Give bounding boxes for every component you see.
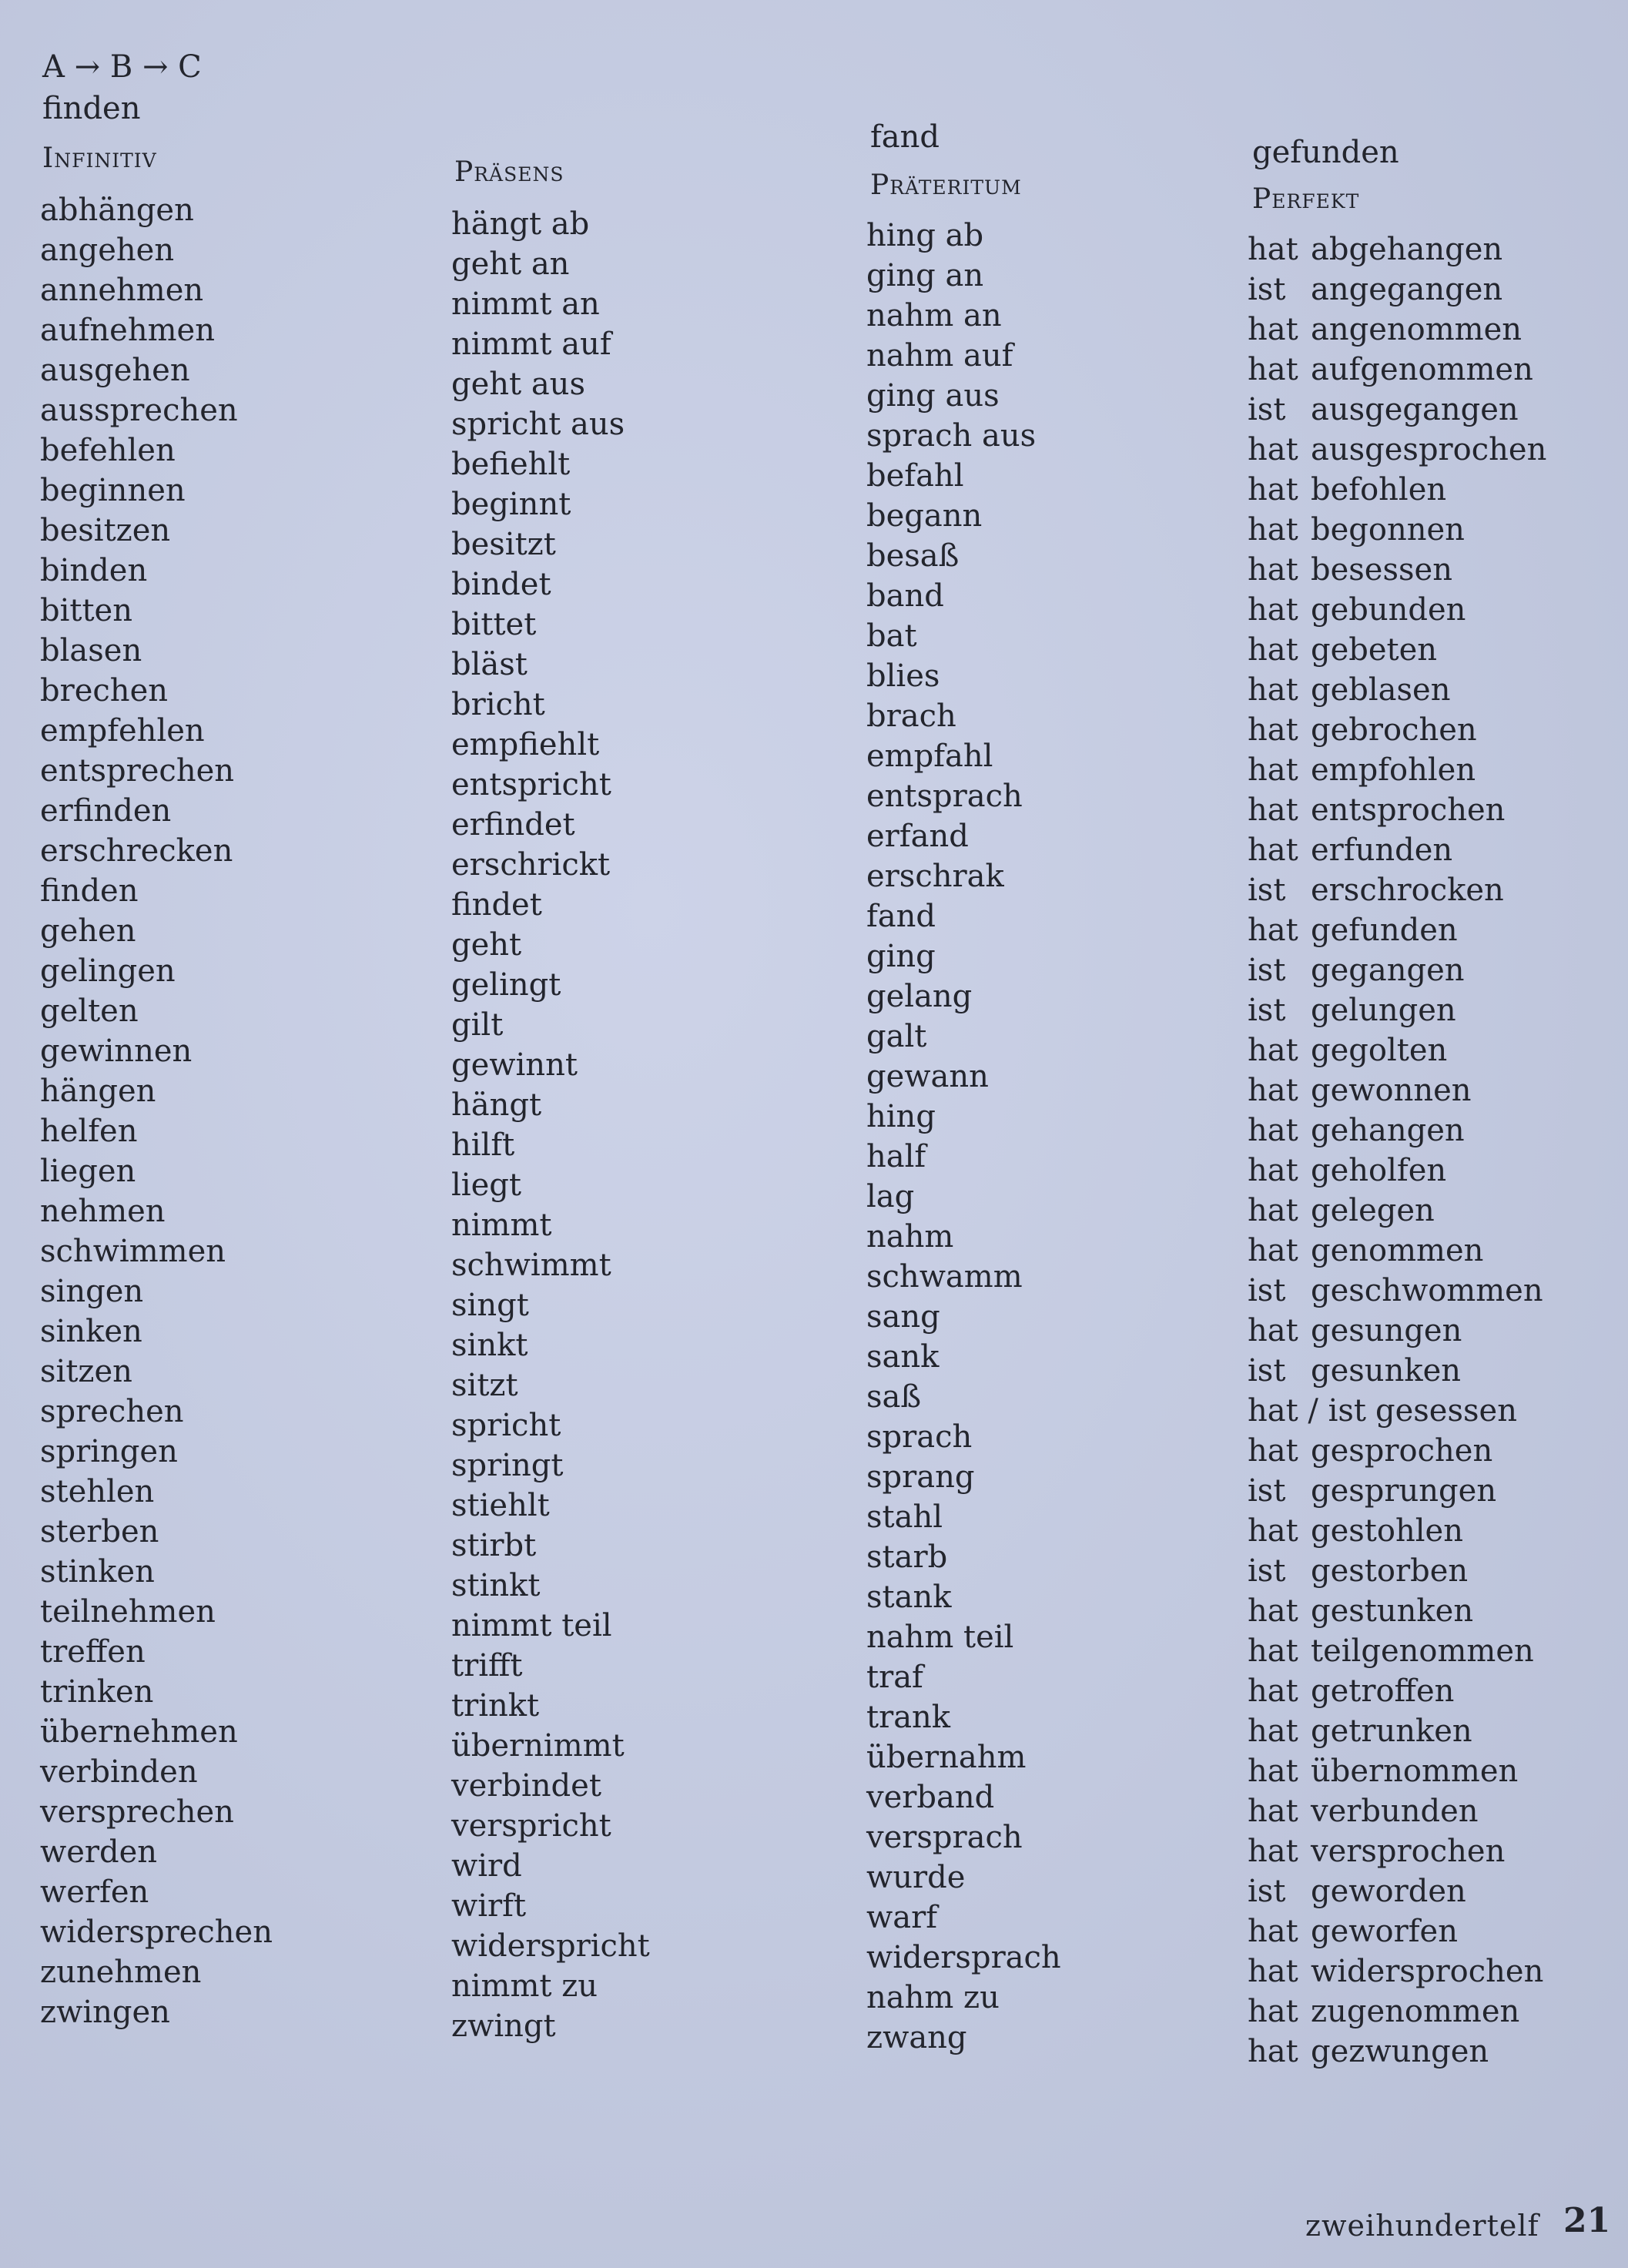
auxiliary-verb: hat: [1248, 1073, 1298, 1108]
verb-inf-cell: gewinnen: [40, 1033, 193, 1069]
verb-inf-cell: binden: [40, 553, 148, 588]
auxiliary-verb: ist: [1248, 1273, 1286, 1308]
past-participle: ausgesprochen: [1311, 432, 1547, 467]
verb-perfekt-cell: [1248, 1831, 1546, 1871]
verb-prat-cell: ging an: [866, 258, 984, 293]
auxiliary-verb: hat: [1248, 1233, 1298, 1268]
verb-inf-cell: widersprechen: [40, 1915, 273, 1950]
verb-perfekt-cell: [1248, 1511, 1546, 1551]
past-participle: ausgegangen: [1311, 392, 1519, 427]
past-participle: genommen: [1311, 1233, 1484, 1268]
verb-prat-cell: traf: [866, 1660, 923, 1695]
past-participle: gestohlen: [1311, 1513, 1463, 1549]
verb-perfekt-cell: [1248, 1951, 1546, 1992]
verb-prat-cell: sprach aus: [866, 418, 1037, 454]
auxiliary-verb: hat: [1248, 312, 1298, 347]
verb-perfekt-cell: [1248, 990, 1546, 1030]
verb-inf-cell: gehen: [40, 913, 136, 949]
verb-perfekt-cell: [1248, 830, 1546, 870]
verb-perfekt-cell: [1248, 430, 1546, 470]
verb-inf-cell: ausgehen: [40, 353, 190, 388]
auxiliary-verb: hat: [1248, 712, 1298, 748]
past-participle: aufgenommen: [1311, 352, 1533, 387]
verb-inf-cell: aussprechen: [40, 393, 238, 428]
verb-inf-cell: besitzen: [40, 513, 171, 548]
verb-prat-cell: zwang: [866, 2020, 967, 2055]
verb-inf-cell: zunehmen: [40, 1955, 202, 1990]
ablaut-pattern: A → B → C: [42, 49, 202, 85]
verb-prat-cell: stank: [866, 1580, 952, 1615]
verb-pras-cell: bindet: [451, 567, 551, 602]
verb-perfekt-cell: [1248, 1311, 1546, 1351]
verb-pras-cell: widerspricht: [451, 1928, 650, 1964]
verb-pras-cell: bricht: [451, 687, 545, 722]
verb-prat-cell: entsprach: [866, 779, 1023, 814]
verb-perfekt-cell: [1248, 1111, 1546, 1151]
verb-perfekt-cell: [1248, 1711, 1546, 1751]
verb-inf-cell: entsprechen: [40, 753, 235, 789]
verb-pras-cell: hilft: [451, 1127, 515, 1163]
header-perfekt: Perfekt: [1252, 183, 1360, 215]
verb-inf-cell: sitzen: [40, 1354, 132, 1389]
verb-inf-cell: schwimmen: [40, 1234, 226, 1269]
auxiliary-verb: ist: [1248, 1553, 1286, 1589]
verb-prat-cell: begann: [866, 498, 983, 534]
verb-pras-cell: gelingt: [451, 967, 561, 1003]
verb-prat-cell: fand: [866, 899, 936, 934]
auxiliary-verb: hat: [1248, 1633, 1298, 1669]
auxiliary-verb: ist: [1248, 873, 1286, 908]
past-participle: erfunden: [1311, 832, 1453, 868]
prateritum-column: [866, 216, 1061, 2058]
verb-prat-cell: gewann: [866, 1059, 989, 1094]
past-participle: entsprochen: [1311, 792, 1506, 828]
verb-inf-cell: zwingen: [40, 1995, 170, 2030]
verb-pras-cell: sitzt: [451, 1368, 518, 1403]
past-participle: gebrochen: [1311, 712, 1477, 748]
verb-inf-cell: annehmen: [40, 273, 204, 308]
verb-inf-cell: werden: [40, 1834, 158, 1870]
verb-pras-cell: nimmt auf: [451, 327, 611, 362]
verb-pras-cell: nimmt an: [451, 286, 600, 322]
past-participle: befohlen: [1311, 472, 1447, 508]
past-participle: zugenommen: [1311, 1994, 1520, 2029]
auxiliary-verb: hat: [1248, 1754, 1298, 1789]
past-participle: gebeten: [1311, 632, 1438, 668]
verb-perfekt-cell: [1248, 910, 1546, 950]
verb-inf-cell: befehlen: [40, 433, 176, 468]
auxiliary-verb: hat: [1248, 232, 1298, 267]
verb-pras-cell: wird: [451, 1848, 522, 1884]
past-participle: geblasen: [1311, 672, 1451, 708]
verb-perfekt-cell: [1248, 2032, 1546, 2072]
past-participle: gelegen: [1311, 1193, 1435, 1228]
verb-prat-cell: sprach: [866, 1419, 973, 1455]
verb-prat-cell: warf: [866, 1900, 938, 1935]
verb-prat-cell: starb: [866, 1539, 948, 1575]
auxiliary-verb: hat: [1248, 672, 1298, 708]
verb-pras-cell: stiehlt: [451, 1488, 550, 1523]
past-participle: gefunden: [1311, 913, 1458, 948]
verb-pras-cell: singt: [451, 1288, 529, 1323]
verb-prat-cell: besaß: [866, 538, 960, 574]
verb-prat-cell: bat: [866, 618, 917, 654]
past-participle: empfohlen: [1311, 752, 1476, 788]
auxiliary-verb: hat: [1248, 1433, 1298, 1469]
past-participle: gegangen: [1311, 953, 1465, 988]
verb-inf-cell: sinken: [40, 1314, 142, 1349]
verb-pras-cell: besitzt: [451, 527, 556, 562]
header-prateritum: Präteritum: [870, 169, 1022, 201]
verb-pras-cell: stinkt: [451, 1568, 541, 1603]
verb-perfekt-cell: [1248, 790, 1546, 830]
verb-perfekt-cell: [1248, 1671, 1546, 1711]
verb-pras-cell: erfindet: [451, 807, 575, 843]
header-prasens: Präsens: [454, 156, 564, 188]
auxiliary-verb: hat: [1248, 1313, 1298, 1348]
auxiliary-verb: ist: [1248, 1874, 1286, 1909]
example-prateritum: fand: [870, 119, 940, 155]
verb-perfekt-cell: [1248, 310, 1546, 350]
verb-pras-cell: nimmt teil: [451, 1608, 612, 1643]
past-participle: getrunken: [1311, 1714, 1472, 1749]
auxiliary-verb: ist: [1248, 392, 1286, 427]
verb-pras-cell: übernimmt: [451, 1728, 625, 1764]
past-participle: widersprochen: [1311, 1954, 1544, 1989]
auxiliary-verb: ist: [1248, 1473, 1286, 1509]
verb-inf-cell: singen: [40, 1274, 144, 1309]
auxiliary-verb: hat: [1248, 1834, 1298, 1869]
verb-pras-cell: verspricht: [451, 1808, 611, 1844]
verb-perfekt-cell: [1248, 1751, 1546, 1791]
verb-inf-cell: versprechen: [40, 1794, 234, 1830]
past-participle: gewonnen: [1311, 1073, 1472, 1108]
verb-inf-cell: übernehmen: [40, 1714, 238, 1750]
verb-inf-cell: hängen: [40, 1074, 156, 1109]
verb-inf-cell: erfinden: [40, 793, 172, 829]
verb-pras-cell: empfiehlt: [451, 727, 600, 762]
verb-inf-cell: empfehlen: [40, 713, 205, 749]
perfekt-column: [1248, 229, 1546, 2072]
past-participle: gelungen: [1311, 993, 1456, 1028]
verb-perfekt-cell: [1248, 1591, 1546, 1631]
verb-perfekt-cell: [1248, 1271, 1546, 1311]
past-participle: geschwommen: [1311, 1273, 1543, 1308]
verb-inf-cell: blasen: [40, 633, 142, 668]
verb-prat-cell: half: [866, 1139, 926, 1174]
verb-prat-cell: sprang: [866, 1459, 975, 1495]
verb-pras-cell: erschrickt: [451, 847, 611, 883]
verb-pras-cell: entspricht: [451, 767, 611, 802]
verb-prat-cell: saß: [866, 1379, 922, 1415]
verb-prat-cell: nahm: [866, 1219, 954, 1255]
verb-prat-cell: empfahl: [866, 739, 993, 774]
verb-prat-cell: band: [866, 578, 944, 614]
verb-perfekt-cell: [1248, 1631, 1546, 1671]
auxiliary-verb: hat: [1248, 1673, 1298, 1709]
verb-perfekt-cell: [1248, 550, 1546, 590]
verb-inf-cell: erschrecken: [40, 833, 233, 869]
auxiliary-verb: hat: [1248, 1113, 1298, 1148]
verb-pras-cell: findet: [451, 887, 542, 923]
verb-prat-cell: nahm auf: [866, 338, 1013, 374]
verb-perfekt-cell: [1248, 1391, 1546, 1431]
auxiliary-verb: ist: [1248, 1353, 1286, 1389]
infinitiv-column: [40, 190, 273, 2032]
auxiliary-verb: hat: [1248, 1994, 1298, 2029]
verb-perfekt-cell: [1248, 270, 1546, 310]
verb-perfekt-cell: [1248, 1871, 1546, 1911]
auxiliary-verb: hat: [1248, 1193, 1298, 1228]
auxiliary-verb: hat: [1248, 752, 1298, 788]
auxiliary-verb: hat: [1248, 1153, 1298, 1188]
verb-pras-cell: gewinnt: [451, 1047, 578, 1083]
verb-prat-cell: brach: [866, 698, 956, 734]
past-participle: geworden: [1311, 1874, 1466, 1909]
past-participle: abgehangen: [1311, 232, 1503, 267]
verb-inf-cell: teilnehmen: [40, 1594, 216, 1630]
verb-perfekt-cell: [1248, 710, 1546, 750]
verb-pras-cell: beginnt: [451, 487, 571, 522]
auxiliary-verb: hat: [1248, 1513, 1298, 1549]
verb-perfekt-cell: [1248, 1151, 1546, 1191]
verb-prat-cell: erschrak: [866, 859, 1004, 894]
past-participle: begonnen: [1311, 512, 1465, 548]
verb-inf-cell: werfen: [40, 1874, 149, 1910]
verb-perfekt-cell: [1248, 1911, 1546, 1951]
auxiliary-verb: hat: [1248, 1714, 1298, 1749]
auxiliary-verb: ist: [1248, 272, 1286, 307]
verb-perfekt-cell: [1248, 1191, 1546, 1231]
verb-perfekt-cell: [1248, 1030, 1546, 1070]
verb-inf-cell: nehmen: [40, 1194, 166, 1229]
verb-prat-cell: verband: [866, 1780, 995, 1815]
past-participle: gebunden: [1311, 592, 1466, 628]
verb-prat-cell: sank: [866, 1339, 940, 1375]
verb-perfekt-cell: [1248, 1070, 1546, 1111]
auxiliary-verb: hat: [1248, 1954, 1298, 1989]
verb-prat-cell: nahm zu: [866, 1980, 1000, 2015]
auxiliary-verb: hat: [1248, 832, 1298, 868]
past-participle: geholfen: [1311, 1153, 1447, 1188]
past-participle: gestunken: [1311, 1593, 1474, 1629]
verb-perfekt-cell: [1248, 670, 1546, 710]
verb-pras-cell: bläst: [451, 647, 528, 682]
verb-prat-cell: stahl: [866, 1499, 943, 1535]
verb-perfekt-cell: [1248, 1471, 1546, 1511]
verb-prat-cell: versprach: [866, 1820, 1023, 1855]
verb-pras-cell: nimmt zu: [451, 1968, 598, 2004]
verb-prat-cell: nahm an: [866, 298, 1002, 333]
verb-inf-cell: helfen: [40, 1114, 138, 1149]
auxiliary-verb: hat: [1248, 792, 1298, 828]
verb-inf-cell: aufnehmen: [40, 313, 215, 348]
verb-pras-cell: stirbt: [451, 1528, 537, 1563]
verb-pras-cell: gilt: [451, 1007, 504, 1043]
verb-prat-cell: schwamm: [866, 1259, 1023, 1295]
verb-perfekt-cell: [1248, 1551, 1546, 1591]
verb-prat-cell: gelang: [866, 979, 973, 1014]
past-participle: gesungen: [1311, 1313, 1462, 1348]
verb-perfekt-cell: [1248, 1791, 1546, 1831]
past-participle: gegolten: [1311, 1033, 1448, 1068]
verb-prat-cell: erfand: [866, 819, 969, 854]
past-participle: gesessen: [1375, 1393, 1517, 1429]
past-participle: teilgenommen: [1311, 1633, 1534, 1669]
auxiliary-verb: hat: [1248, 913, 1298, 948]
page-word: zweihundertelf: [1305, 2209, 1539, 2243]
verb-pras-cell: zwingt: [451, 2008, 556, 2044]
verb-pras-cell: spricht aus: [451, 407, 625, 442]
verb-pras-cell: geht: [451, 927, 522, 963]
past-participle: erschrocken: [1311, 873, 1504, 908]
auxiliary-verb: hat / ist: [1248, 1393, 1366, 1429]
verb-inf-cell: angehen: [40, 233, 175, 268]
verb-inf-cell: finden: [40, 873, 139, 909]
verb-pras-cell: hängt: [451, 1087, 542, 1123]
past-participle: getroffen: [1311, 1673, 1455, 1709]
verb-perfekt-cell: [1248, 1351, 1546, 1391]
verb-pras-cell: sinkt: [451, 1328, 528, 1363]
verb-prat-cell: übernahm: [866, 1740, 1027, 1775]
verb-perfekt-cell: [1248, 1231, 1546, 1271]
verb-inf-cell: gelingen: [40, 953, 176, 989]
verb-prat-cell: nahm teil: [866, 1620, 1014, 1655]
verb-pras-cell: geht an: [451, 246, 570, 282]
past-participle: übernommen: [1311, 1754, 1519, 1789]
auxiliary-verb: hat: [1248, 472, 1298, 508]
auxiliary-verb: ist: [1248, 993, 1286, 1028]
verb-pras-cell: springt: [451, 1448, 564, 1483]
verb-prat-cell: widersprach: [866, 1940, 1061, 1975]
verb-pras-cell: trinkt: [451, 1688, 540, 1724]
verb-prat-cell: wurde: [866, 1860, 966, 1895]
verb-perfekt-cell: [1248, 1431, 1546, 1471]
verb-prat-cell: lag: [866, 1179, 915, 1214]
verb-inf-cell: springen: [40, 1434, 178, 1469]
past-participle: angegangen: [1311, 272, 1503, 307]
auxiliary-verb: hat: [1248, 552, 1298, 588]
verb-prat-cell: ging aus: [866, 378, 1000, 414]
verb-pras-cell: verbindet: [451, 1768, 601, 1804]
past-participle: besessen: [1311, 552, 1452, 588]
verb-pras-cell: bittet: [451, 607, 537, 642]
verb-prat-cell: hing ab: [866, 218, 984, 253]
past-participle: gesunken: [1311, 1353, 1461, 1389]
verb-perfekt-cell: [1248, 350, 1546, 390]
verb-prat-cell: trank: [866, 1700, 951, 1735]
verb-pras-cell: nimmt: [451, 1208, 552, 1243]
past-participle: gesprungen: [1311, 1473, 1497, 1509]
past-participle: gestorben: [1311, 1553, 1469, 1589]
auxiliary-verb: hat: [1248, 352, 1298, 387]
verb-pras-cell: wirft: [451, 1888, 527, 1924]
verb-prat-cell: sang: [866, 1299, 940, 1335]
verb-inf-cell: sprechen: [40, 1394, 184, 1429]
past-participle: geworfen: [1311, 1914, 1458, 1949]
verb-perfekt-cell: [1248, 229, 1546, 270]
header-infinitiv: Infinitiv: [42, 142, 157, 174]
past-participle: versprochen: [1311, 1834, 1506, 1869]
auxiliary-verb: hat: [1248, 632, 1298, 668]
verb-inf-cell: beginnen: [40, 473, 186, 508]
verb-pras-cell: hängt ab: [451, 206, 590, 242]
verb-prat-cell: befahl: [866, 458, 964, 494]
example-perfekt: gefunden: [1252, 135, 1399, 170]
verb-perfekt-cell: [1248, 750, 1546, 790]
verb-inf-cell: abhängen: [40, 193, 194, 228]
verb-inf-cell: brechen: [40, 673, 168, 709]
auxiliary-verb: hat: [1248, 2034, 1298, 2069]
verb-prat-cell: hing: [866, 1099, 936, 1134]
past-participle: gezwungen: [1311, 2034, 1489, 2069]
auxiliary-verb: hat: [1248, 592, 1298, 628]
verb-pras-cell: schwimmt: [451, 1248, 611, 1283]
verb-perfekt-cell: [1248, 470, 1546, 510]
verb-pras-cell: trifft: [451, 1648, 523, 1683]
page-number: 21: [1563, 2201, 1611, 2240]
verb-perfekt-cell: [1248, 630, 1546, 670]
verb-inf-cell: verbinden: [40, 1754, 198, 1790]
verb-perfekt-cell: [1248, 590, 1546, 630]
verb-inf-cell: bitten: [40, 593, 132, 628]
prasens-column: [451, 204, 650, 2046]
auxiliary-verb: hat: [1248, 1033, 1298, 1068]
verb-inf-cell: stehlen: [40, 1474, 155, 1509]
auxiliary-verb: ist: [1248, 953, 1286, 988]
verb-pras-cell: geht aus: [451, 367, 585, 402]
verb-pras-cell: liegt: [451, 1168, 521, 1203]
auxiliary-verb: hat: [1248, 1914, 1298, 1949]
verb-perfekt-cell: [1248, 510, 1546, 550]
verb-inf-cell: sterben: [40, 1514, 159, 1549]
verb-prat-cell: galt: [866, 1019, 927, 1054]
verb-pras-cell: spricht: [451, 1408, 561, 1443]
past-participle: verbunden: [1311, 1794, 1479, 1829]
verb-perfekt-cell: [1248, 1992, 1546, 2032]
verb-pras-cell: befiehlt: [451, 447, 571, 482]
auxiliary-verb: hat: [1248, 1593, 1298, 1629]
verb-inf-cell: treffen: [40, 1634, 146, 1670]
verb-inf-cell: stinken: [40, 1554, 155, 1590]
past-participle: angenommen: [1311, 312, 1522, 347]
auxiliary-verb: hat: [1248, 512, 1298, 548]
verb-inf-cell: trinken: [40, 1674, 154, 1710]
past-participle: gesprochen: [1311, 1433, 1493, 1469]
auxiliary-verb: hat: [1248, 1794, 1298, 1829]
verb-perfekt-cell: [1248, 870, 1546, 910]
auxiliary-verb: hat: [1248, 432, 1298, 467]
verb-perfekt-cell: [1248, 950, 1546, 990]
past-participle: gehangen: [1311, 1113, 1465, 1148]
verb-inf-cell: liegen: [40, 1154, 136, 1189]
example-infinitiv: finden: [42, 91, 141, 126]
verb-prat-cell: ging: [866, 939, 936, 974]
verb-prat-cell: blies: [866, 658, 940, 694]
verb-perfekt-cell: [1248, 390, 1546, 430]
verb-inf-cell: gelten: [40, 993, 139, 1029]
